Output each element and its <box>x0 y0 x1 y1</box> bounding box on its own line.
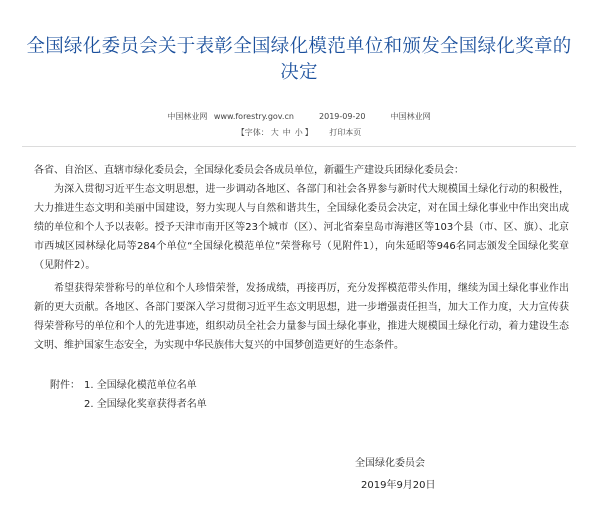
meta-source: 中国林业网 <box>167 112 208 121</box>
font-size-large-button[interactable]: 大 <box>270 128 279 137</box>
article-toolbar <box>0 127 598 139</box>
paragraph-2: 希望获得荣誉称号的单位和个人珍惜荣誉，发扬成绩，再接再厉，充分发挥模范带头作用，继续为国土绿化事业作出新的更大贡献。各地区、各部门要深入学习贯彻习近平生态文明思想，进一步增强责任担当，加大工作力度，大力宣传获得荣誉称号的单位和个人的先进事迹，组织动员全社会力量参与国土绿化事业，推进大规模国土绿化行动，着力建设生态文明、维护国家生态安全，为实现中华民族伟大复兴的中国梦创造更好的生态条件。 <box>34 283 569 351</box>
attachments <box>50 376 207 414</box>
print-page-button[interactable]: 打印本页 <box>329 128 362 137</box>
signature-org: 全国绿化委员会 <box>355 458 425 469</box>
font-size-close: 】 <box>304 128 313 137</box>
font-size-small-button[interactable]: 小 <box>294 128 303 137</box>
signature-date: 2019年9月20日 <box>361 480 436 491</box>
divider <box>22 146 576 147</box>
attachment-1-link[interactable]: 1. 全国绿化模范单位名单 <box>84 380 197 391</box>
meta-date: 2019-09-20 <box>319 112 366 121</box>
addressee: 各省、自治区、直辖市绿化委员会，全国绿化委员会各成员单位，新疆生产建设兵团绿化委员会： <box>34 165 464 176</box>
article-body <box>34 161 569 355</box>
meta-url[interactable]: www.forestry.gov.cn <box>213 112 294 121</box>
attachment-item <box>50 395 207 414</box>
attachment-2-link[interactable]: 2. 全国绿化奖章获得者名单 <box>84 399 207 410</box>
font-size-label: 【字体： <box>236 128 269 137</box>
article-meta <box>0 111 598 123</box>
font-size-medium-button[interactable]: 中 <box>282 128 291 137</box>
paragraph-1: 为深入贯彻习近平生态文明思想，进一步调动各地区、各部门和社会各界参与新时代大规模国土绿化行动的积极性，大力推进生态文明和美丽中国建设，努力实现人与自然和谐共生，全国绿化委员会决定，对在国土绿化事业中作出突出成绩的单位和个人予以表彰。授予天津市南开区等23个城市（区）、河北省秦皇岛市海港区等103个县（市、区、旗）、北京市西城区园林绿化局等284个单位“全国绿化模范单位”荣誉称号（见附件1），向朱延昭等946名同志颁发全国绿化奖章（见附件2）。 <box>34 184 569 271</box>
attachment-item <box>50 376 207 395</box>
signature <box>355 455 436 495</box>
page-title: 全国绿化委员会关于表彰全国绿化模范单位和颁发全国绿化奖章的决定 <box>26 36 572 83</box>
attachments-label: 附件： <box>50 380 80 391</box>
meta-publisher: 中国林业网 <box>390 112 431 121</box>
